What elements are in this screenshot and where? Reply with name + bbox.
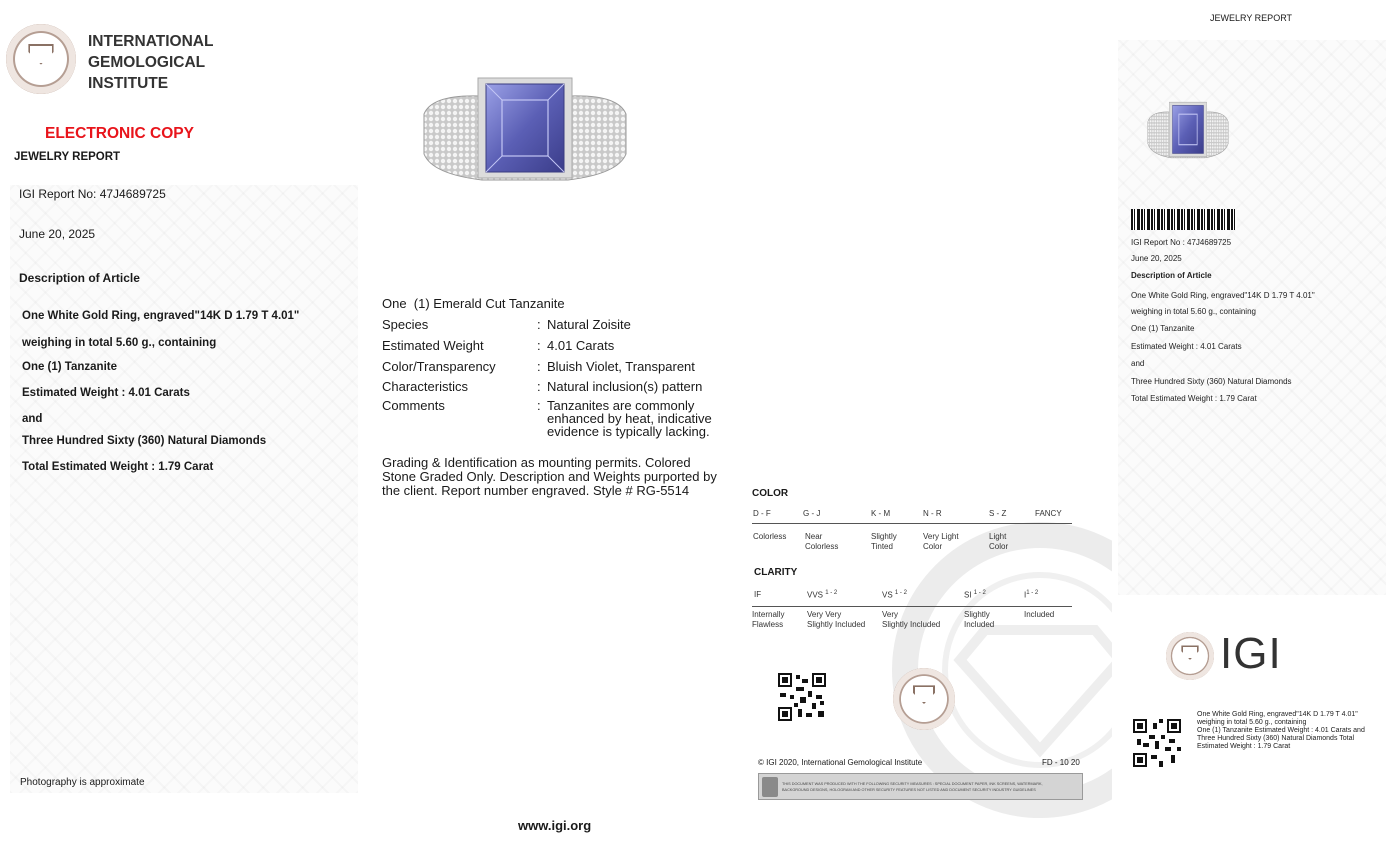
- description-line: Total Estimated Weight : 1.79 Carat: [22, 461, 214, 473]
- summary-line: weighing in total 5.60 g., containing: [1197, 719, 1307, 726]
- barcode: [1131, 209, 1237, 230]
- diamond-icon: [28, 44, 53, 65]
- qr-code-graphic: [776, 671, 828, 723]
- qr-code-icon[interactable]: [776, 671, 828, 723]
- clarity-desc: Very Slightly Included: [882, 610, 941, 629]
- color-grade-scale: [752, 509, 1072, 569]
- right-report-number: IGI Report No : 47J4689725: [1131, 238, 1232, 247]
- photography-note: Photography is approximate: [20, 777, 145, 788]
- clarity-grade: IF: [754, 590, 762, 599]
- description-line: Three Hundred Sixty (360) Natural Diamonds: [22, 435, 267, 447]
- scale-rule: [752, 606, 1072, 607]
- detail-row-weight: Estimated Weight : 4.01 Carats: [382, 338, 615, 353]
- institute-name: INTERNATIONAL GEMOLOGICAL INSTITUTE: [88, 33, 214, 92]
- detail-row-comments: Comments : Tanzanites are commonly enhanced by heat, indicative evidence is typically lacking.: [382, 398, 712, 439]
- diamond-icon: [1181, 645, 1198, 659]
- description-line: weighing in total 5.60 g., containing: [22, 337, 217, 349]
- detail-row-characteristics: Characteristics : Natural inclusion(s) pattern: [382, 379, 703, 394]
- summary-line: One (1) Tanzanite Estimated Weight : 4.01 Carats and: [1197, 727, 1365, 734]
- clarity-grade: VVS $^{1 - 2}$: [807, 590, 838, 600]
- summary-line: Three Hundred Sixty (360) Natural Diamonds Total: [1197, 735, 1355, 742]
- color-grade: G - J: [803, 509, 821, 518]
- clarity-grade-scale: [752, 588, 1072, 638]
- right-description-line: weighing in total 5.60 g., containing: [1131, 307, 1256, 316]
- security-strip: [758, 773, 1083, 800]
- clarity-heading: CLARITY: [754, 567, 798, 578]
- qr-code-graphic: [1131, 717, 1183, 769]
- clarity-desc: Very Very Slightly Included: [807, 610, 866, 629]
- right-description-line: One (1) Tanzanite: [1131, 324, 1195, 333]
- right-report-date: June 20, 2025: [1131, 254, 1182, 263]
- security-text: BACKGROUND DESIGNS, HOLOGRAM AND OTHER SECURITY FEATURES NOT LISTED AND DOCUMENT SECURITY INDUSTRY GUIDELINES: [782, 787, 1036, 792]
- ring-thumbnail: [1147, 100, 1229, 160]
- color-grade: N - R: [923, 509, 942, 518]
- description-line: Estimated Weight : 4.01 Carats: [22, 387, 190, 399]
- clarity-desc: Internally Flawless: [752, 610, 785, 629]
- scale-rule: [752, 523, 1072, 524]
- igi-logo-text: IGI: [1220, 629, 1282, 678]
- qr-code-icon[interactable]: [1131, 717, 1183, 769]
- copyright-text: © IGI 2020, International Gemological Institute: [758, 758, 923, 767]
- clarity-grade: VS $^{1 - 2}$: [882, 590, 907, 600]
- color-desc: Light Color: [989, 532, 1009, 551]
- security-text: THIS DOCUMENT WAS PRODUCED WITH THE FOLLOWING SECURITY MEASURES : SPECIAL DOCUMENT PAPER, INK SCREENS, WATERMARK,: [782, 781, 1043, 786]
- right-description-line: and: [1131, 359, 1145, 368]
- description-line: One White Gold Ring, engraved"14K D 1.79 T 4.01": [22, 310, 300, 322]
- right-description-line: One White Gold Ring, engraved"14K D 1.79 T 4.01": [1131, 291, 1315, 300]
- right-report-title: JEWELRY REPORT: [1210, 13, 1293, 23]
- website-link[interactable]: www.igi.org: [518, 818, 592, 833]
- summary-line: One White Gold Ring, engraved"14K D 1.79 T 4.01": [1197, 711, 1358, 718]
- clarity-grade: $I^{1 - 2}$: [1024, 590, 1039, 600]
- color-desc: Near Colorless: [805, 532, 839, 551]
- igi-logo-seal: [1166, 632, 1214, 680]
- electronic-copy-label: ELECTRONIC COPY: [45, 125, 194, 142]
- right-description-line: Three Hundred Sixty (360) Natural Diamonds: [1131, 377, 1292, 386]
- detail-row-species: Species : Natural Zoisite: [382, 317, 631, 332]
- ring-thumbnail-image: [1147, 100, 1229, 160]
- description-heading: Description of Article: [19, 271, 140, 285]
- form-code: FD - 10 20: [1042, 758, 1080, 767]
- report-date: June 20, 2025: [19, 227, 96, 241]
- color-grade: K - M: [871, 509, 891, 518]
- diamond-icon: [913, 685, 935, 704]
- ring-photo: [422, 74, 628, 184]
- color-desc: Slightly Tinted: [871, 532, 897, 551]
- summary-line: Estimated Weight : 1.79 Carat: [1197, 743, 1291, 750]
- right-description-line: Estimated Weight : 4.01 Carats: [1131, 342, 1242, 351]
- description-line: and: [22, 413, 43, 425]
- color-desc: Very Light Color: [923, 532, 959, 551]
- right-description-heading: Description of Article: [1131, 271, 1212, 280]
- color-desc: Colorless: [753, 532, 787, 541]
- lock-icon: [762, 777, 778, 797]
- color-grade: S - Z: [989, 509, 1007, 518]
- color-heading: COLOR: [752, 488, 789, 499]
- igi-seal-small: [893, 668, 955, 730]
- jewelry-report-label: JEWELRY REPORT: [14, 151, 121, 163]
- igi-seal-logo: [6, 24, 76, 94]
- ring-image: [422, 74, 628, 184]
- right-summary: [1197, 711, 1377, 751]
- color-grade: D - F: [753, 509, 771, 518]
- description-line: One (1) Tanzanite: [22, 361, 117, 373]
- clarity-desc: Slightly Included: [964, 610, 995, 629]
- stone-details-table: [382, 317, 727, 438]
- clarity-grade: SI $^{1 - 2}$: [964, 590, 986, 600]
- color-grade: FANCY: [1035, 509, 1062, 518]
- right-description-line: Total Estimated Weight : 1.79 Carat: [1131, 394, 1257, 403]
- clarity-desc: Included: [1024, 610, 1055, 619]
- grading-note: Grading & Identification as mounting permits. Colored Stone Graded Only. Description and Weights purported by the client. Report number engraved. Style # RG-5514: [382, 455, 717, 498]
- detail-row-color: Color/Transparency : Bluish Violet, Transparent: [382, 359, 695, 374]
- report-number: IGI Report No: 47J4689725: [19, 187, 166, 201]
- stone-title: One (1) Emerald Cut Tanzanite: [382, 296, 565, 311]
